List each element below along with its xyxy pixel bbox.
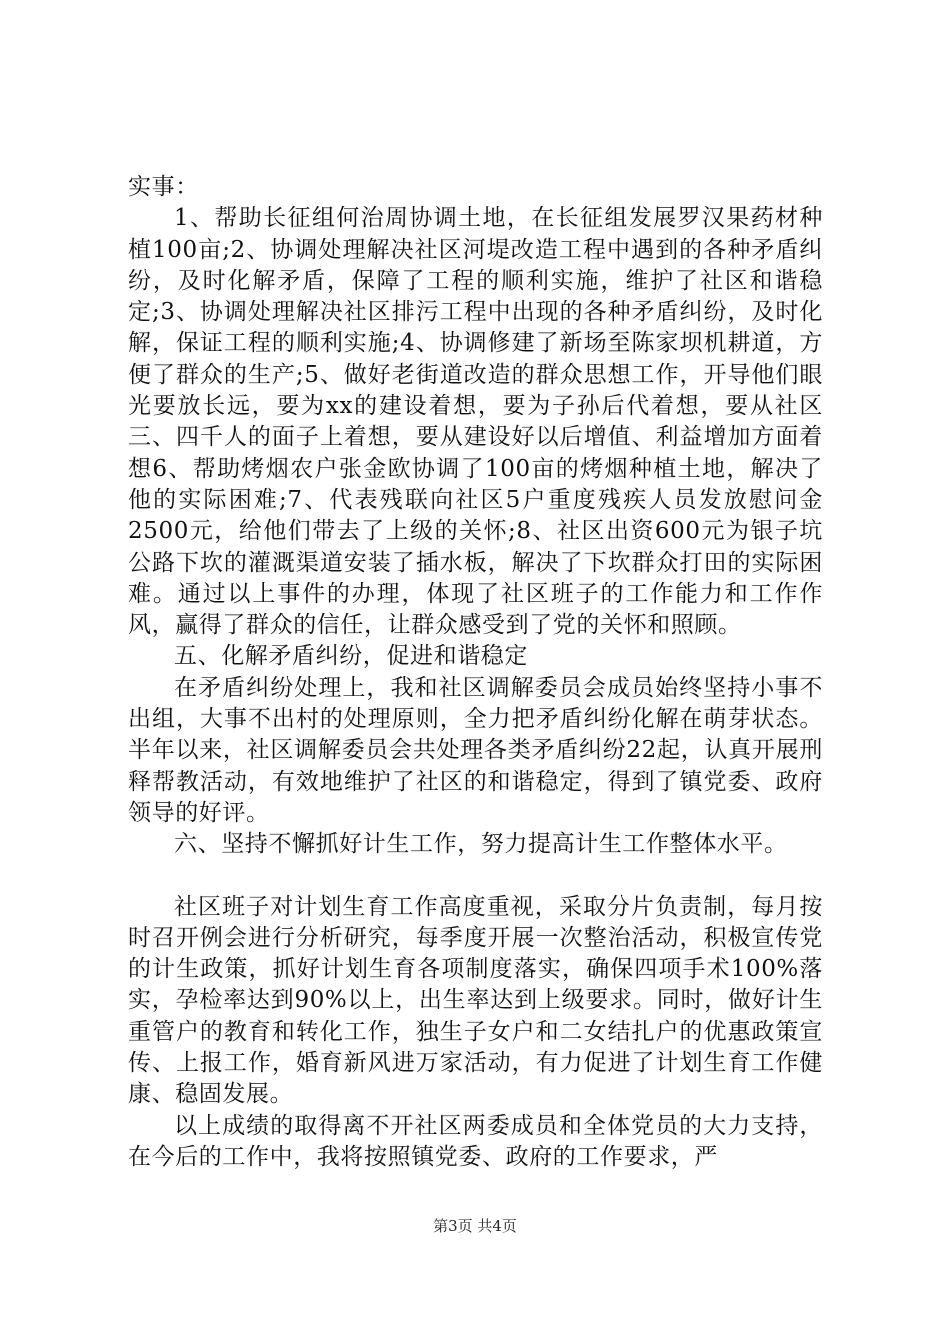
document-body — [128, 172, 823, 1173]
paragraph-spacer — [128, 861, 823, 892]
section-heading-6: 六、坚持不懈抓好计生工作，努力提高计生工作整体水平。 — [174, 831, 788, 858]
section-heading-5: 五、化解矛盾纠纷，促进和谐稳定 — [174, 643, 528, 670]
paragraph-family-planning: 社区班子对计划生育工作高度重视，采取分片负责制，每月按时召开例会进行分析研究，每季度开展一次整治活动，积极宣传党的计生政策，抓好计划生育各项制度落实，确保四项手术100%落实，孕检率达到90%以上，出生率达到上级要求。同时，做好计生重管户的教育和转化工作，独生子女户和二女结扎户的优惠政策宣传、上报工作，婚育新风进万家活动，有力促进了计划生育工作健康、稳固发展。 — [128, 893, 823, 1108]
paragraph-intro: 实事： — [128, 174, 199, 200]
paragraph-disputes: 在矛盾纠纷处理上，我和社区调解委员会成员始终坚持小事不出组，大事不出村的处理原则，全力把矛盾纠纷化解在萌芽状态。半年以来，社区调解委员会共处理各类矛盾纠纷22起，认真开展刑释帮教活动，有效地维护了社区的和谐稳定，得到了镇党委、政府领导的好评。 — [128, 674, 823, 826]
paragraph-achievements: 1、帮助长征组何治周协调土地，在长征组发展罗汉果药材种植100亩;2、协调处理解决社区河堤改造工程中遇到的各种矛盾纠纷，及时化解矛盾，保障了工程的顺利实施，维护了社区和谐稳定;3、协调处理解决社区排污工程中出现的各种矛盾纠纷，及时化解，保证工程的顺利实施;4、协调修建了新场至陈家坝机耕道，方便了群众的生产;5、做好老街道改造的群众思想工作，开导他们眼光要放长远，要为xx的建设着想，要为子孙后代着想，要从社区三、四千人的面子上着想，要从建设好以后增值、利益增加方面着想6、帮助烤烟农户张金欧协调了100亩的烤烟种植土地，解决了他的实际困难;7、代表残联向社区5户重度残疾人员发放慰问金2500元，给他们带去了上级的关怀;8、社区出资600元为银子坑公路下坎的灌溉渠道安装了插水板，解决了下坎群众打田的实际困难。通过以上事件的办理，体现了社区班子的工作能力和工作作风，赢得了群众的信任，让群众感受到了党的关怀和照顾。 — [128, 205, 823, 639]
page-number: 第3页 共4页 — [433, 1217, 517, 1235]
paragraph-conclusion: 以上成绩的取得离不开社区两委成员和全体党员的大力支持，在今后的工作中，我将按照镇党委、政府的工作要求，严 — [128, 1112, 823, 1170]
